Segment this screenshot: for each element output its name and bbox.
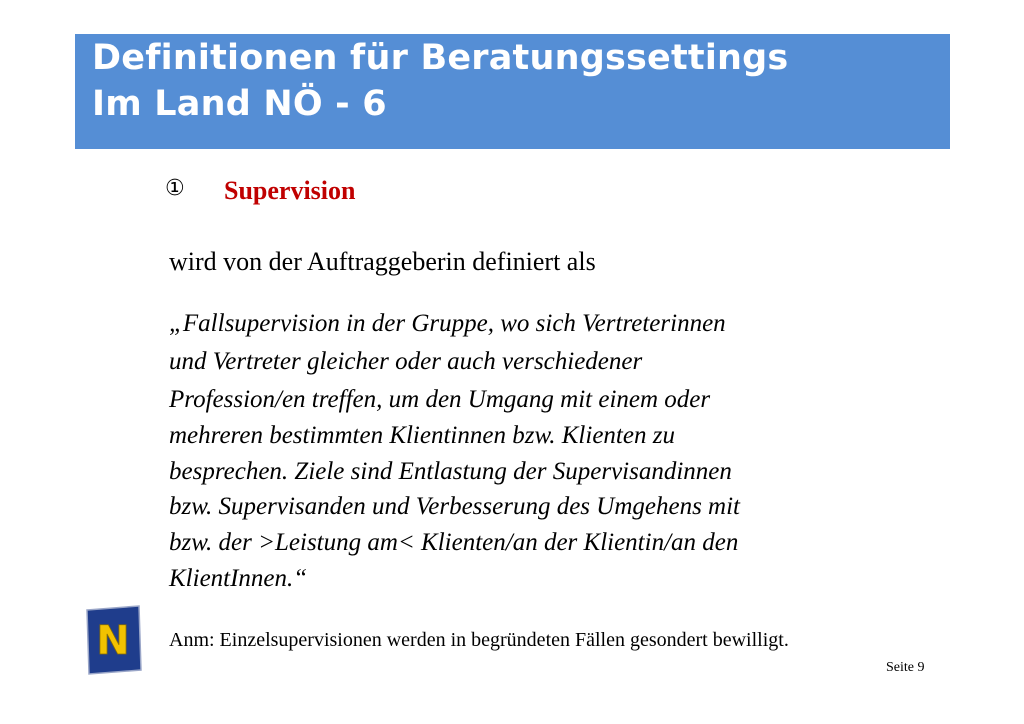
quote-line: „Fallsupervision in der Gruppe, wo sich Vertreterinnen <box>169 310 726 337</box>
slide-title-line-1: Definitionen für Beratungssettings <box>92 38 789 78</box>
quote-line: bzw. Supervisanden und Verbesserung des Umgehens mit <box>169 493 740 521</box>
section-heading: Supervision <box>224 176 356 205</box>
quote-line: und Vertreter gleicher oder auch verschiedener <box>169 348 643 375</box>
slide-title-line-2: Im Land NÖ - 6 <box>92 84 387 124</box>
logo-letter: N <box>96 618 130 664</box>
quote-line: bzw. der >Leistung am< Klienten/an der Klientin/an den <box>169 529 739 557</box>
page-number: Seite 9 <box>886 660 925 675</box>
intro-text: wird von der Auftraggeberin definiert als <box>169 247 596 276</box>
numbered-bullet-icon: ① <box>165 176 185 201</box>
definition-quote <box>169 306 869 597</box>
quote-line: besprechen. Ziele sind Entlastung der Supervisandinnen <box>169 457 732 485</box>
quote-line: mehreren bestimmten Klientinnen bzw. Klienten zu <box>169 421 675 449</box>
noe-logo-icon <box>84 604 142 676</box>
quote-line: Profession/en treffen, um den Umgang mit einem oder <box>169 386 711 413</box>
quote-line: KlientInnen.“ <box>169 564 308 592</box>
title-band <box>75 34 950 149</box>
note-text: Anm: Einzelsupervisionen werden in begründeten Fällen gesondert bewilligt. <box>169 629 789 651</box>
